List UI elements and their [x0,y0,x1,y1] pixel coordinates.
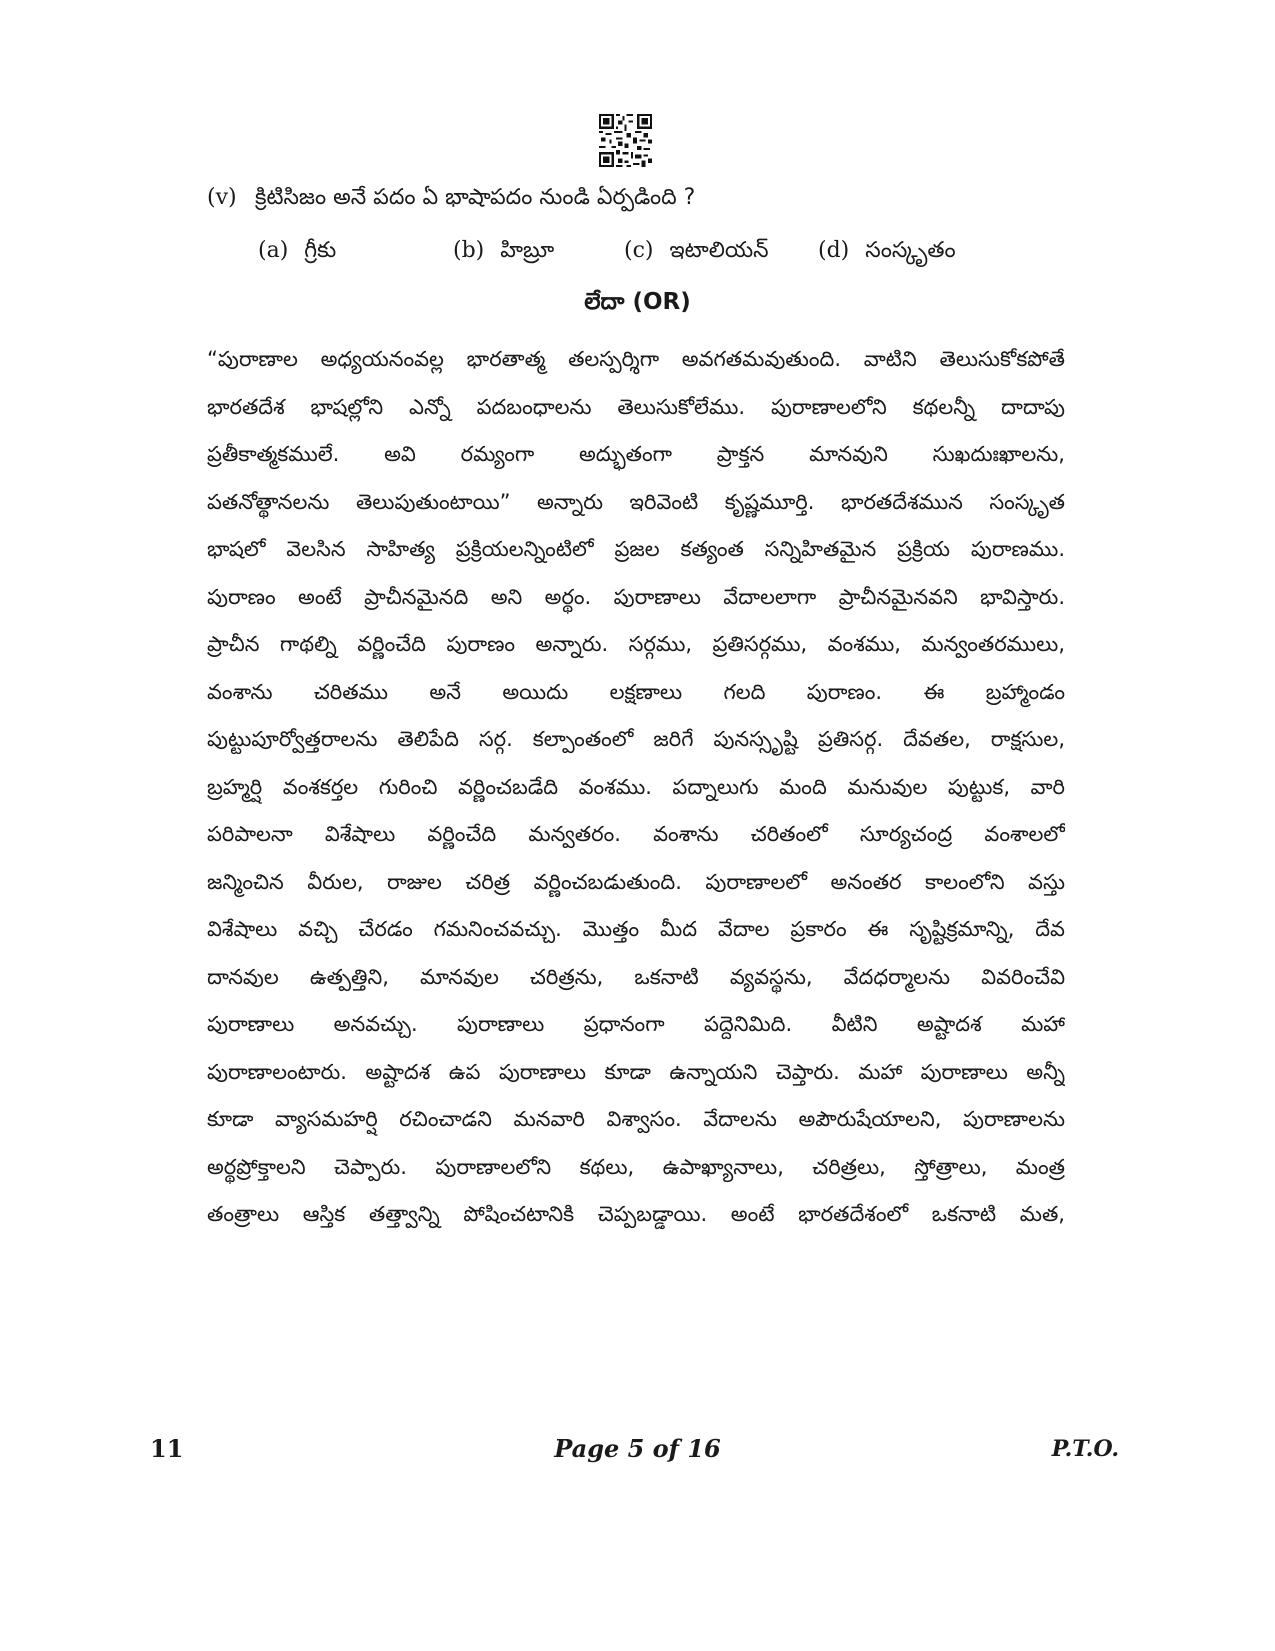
passage-line: “పురాణాల అధ్యయనంవల్ల భారతాత్మ తలస్పర్శిగా అవగతమవుతుంది. వాటిని తెలుసుకోకపోతే [207,347,1065,371]
option-text: హిబ్రూ [500,238,555,263]
passage-line: బ్రహ్మర్షి వంశకర్తల గురించి వర్ణించబడేది వంశము. పద్నాలుగు మంది మనువుల పుట్టుక, వారి [207,774,1065,799]
passage-line: పుట్టుపూర్వోత్తరాలను తెలిపేది సర్గ. కల్పాంతంలో జరిగే పునస్సృష్టి ప్రతిసర్గ. దేవతల, రాక్షసుల, [207,727,1065,751]
option-b [453,238,554,268]
passage-line: ప్రాచీన గాథల్ని వర్ణించేది పురాణం అన్నారు. సర్గము, ప్రతిసర్గము, వంశము, మన్వంతరములు, [207,632,1065,656]
option-d [818,238,956,268]
option-label: (b) [453,238,485,263]
option-label: (d) [818,238,850,263]
question-text: క్రిటిసిజం అనే పదం ఏ భాషాపదం నుండి ఏర్పడింది ? [255,185,696,210]
passage-line: ప్రతీకాత్మకములే. అవి రమ్యంగా అద్భుతంగా ప్రాక్తన మానవుని సుఖదుఃఖాలను, [207,442,1065,466]
passage-line: పరిపాలనా విశేషాలు వర్ణించేది మన్వతరం. వంశాను చరితంలో సూర్యచంద్ర వంశాలలో [207,822,1065,846]
passage-line: దానవుల ఉత్పత్తిని, మానవుల చరిత్రను, ఒకనాటి వ్యవస్థను, వేదధర్మాలను వివరించేవి [207,964,1065,989]
passage-line: భాషలో వెలసిన సాహిత్య ప్రక్రియలన్నింటిలో ప్రజల కత్యంత సన్నిహితమైన ప్రక్రియ పురాణము. [207,537,1065,561]
passage-line: పురాణం అంటే ప్రాచీనమైనది అని అర్థం. పురాణాలు వేదాలలాగా ప్రాచీనమైనవని భావిస్తారు. [207,584,1065,609]
passage-line: భారతదేశ భాషల్లోని ఎన్నో పదబంధాలను తెలుసుకోలేము. పురాణాలలోని కథలన్నీ దాదాపు [207,394,1065,419]
passage-line: వంశాను చరితము అనే అయిదు లక్షణాలు గలది పురాణం. ఈ బ్రహ్మాండం [207,679,1065,704]
passage-line: జన్మించిన వీరుల, రాజుల చరిత్ర వర్ణించబడుతుంది. పురాణాలలో అనంతర కాలంలోని వస్తు [207,869,1065,894]
or-heading: లేదా (OR) [584,289,691,315]
passage [207,336,1065,1239]
question-v [207,185,695,215]
qr-code [599,114,652,167]
option-c [624,238,769,268]
passage-line: విశేషాలు వచ్చి చేరడం గమనించవచ్చు. మొత్తం మీద వేదాల ప్రకారం ఈ సృష్టిక్రమాన్ని, దేవ [207,917,1065,941]
option-text: ఇటాలియన్ [669,238,769,263]
passage-line: పతనోత్థానలను తెలుపుతుంటాయి” అన్నారు ఇరివెంటి కృష్ణమూర్తి. భారతదేశమున సంస్కృత [207,489,1065,514]
pto-label: P.T.O. [1051,1436,1119,1462]
passage-line: అర్థప్రోక్తాలని చెప్పారు. పురాణాలలోని కథలు, ఉపాఖ్యానాలు, చరిత్రలు, స్తోత్రాలు, మంత్ర [207,1154,1065,1179]
passage-line: తంత్రాలు ఆస్తిక తత్త్వాన్ని పోషించటానికి చెప్పబడ్డాయి. అంటే భారతదేశంలో ఒకనాటి మత, [207,1202,1065,1226]
page-number: Page 5 of 16 [554,1434,721,1463]
option-label: (c) [624,238,654,263]
option-text: సంస్కృతం [865,238,956,263]
passage-line: కూడా వ్యాసమహర్షి రచించాడని మనవారి విశ్వాసం. వేదాలను అపౌరుషేయాలని, పురాణాలను [207,1107,1065,1131]
paper-code: 11 [150,1434,184,1463]
option-label: (a) [258,238,289,263]
question-number: (v) [207,185,237,210]
option-a [258,238,336,268]
option-text: గ్రీకు [304,238,337,263]
passage-line: పురాణాలు అనవచ్చు. పురాణాలు ప్రధానంగా పద్దెనిమిది. వీటిని అష్టాదశ మహా [207,1012,1065,1036]
passage-line: పురాణాలంటారు. అష్టాదశ ఉప పురాణాలు కూడా ఉన్నాయని చెప్తారు. మహా పురాణాలు అన్నీ [207,1059,1065,1084]
